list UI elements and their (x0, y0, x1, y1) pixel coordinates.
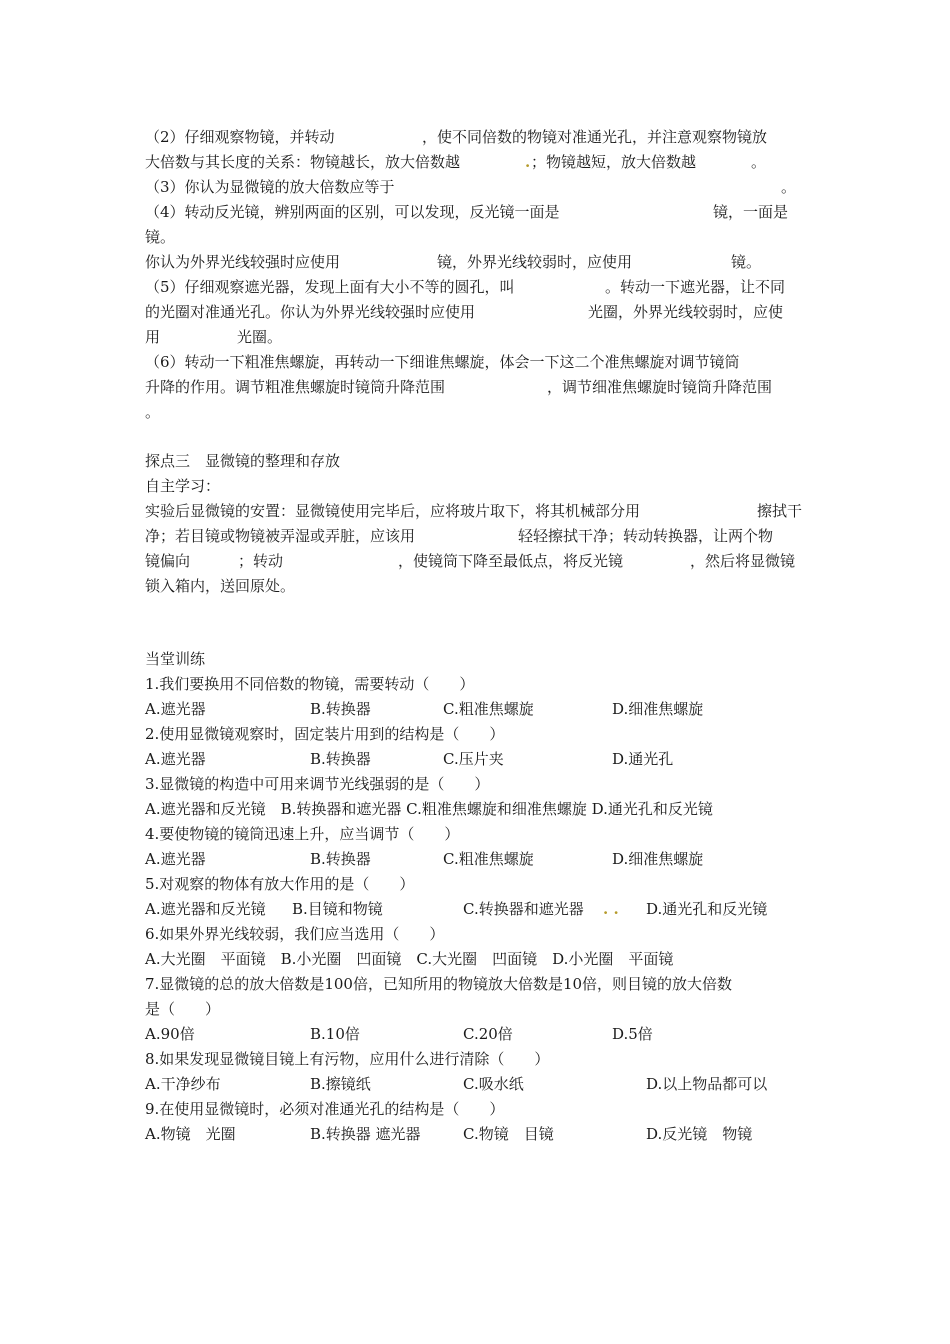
section3-l3-text-d: ，然后将显微镜 (690, 552, 796, 570)
question-7-text-a: 7.显微镜的总的放大倍数是100倍，已知所用的物镜放大倍数是10倍，则目镜的放大倍数 (145, 975, 733, 993)
section3-l3-text-a: 镜偏向 (145, 552, 191, 570)
speck-mark: . . (603, 900, 619, 918)
s5-l3-text-b: 光圈。 (237, 328, 283, 346)
question-8-text: 8.如果发现显微镜目镜上有污物，应用什么进行清除（ ） (145, 1050, 550, 1068)
option-b[interactable]: B.转换器 (310, 850, 371, 868)
s4-l1-text-a: （4）转动反光镜，辨别两面的区别，可以发现，反光镜一面是 (145, 203, 560, 221)
section3-l1-text-b: 擦拭干 (757, 502, 803, 520)
option-d[interactable]: D.细准焦螺旋 (612, 850, 704, 868)
s2-l2-text-a: 大倍数与其长度的关系：物镜越长，放大倍数越 (145, 153, 461, 171)
s5-l3-text-a: 用 (145, 328, 161, 346)
option-b[interactable]: B.10倍 (310, 1025, 360, 1043)
option-c[interactable]: C.20倍 (463, 1025, 513, 1043)
s6-l2-text-a: 升降的作用。调节粗准焦螺旋时镜筒升降范围 (145, 378, 446, 396)
s5-l2-text-b: 光圈，外界光线较弱时，应使 (588, 303, 784, 321)
s2-l2-text-c: 。 (751, 153, 767, 171)
option-c[interactable]: C.物镜 目镜 (463, 1125, 554, 1143)
section3-l2-text-b: 轻轻擦拭干净；转动转换器，让两个物 (518, 527, 774, 545)
option-a[interactable]: A.遮光器和反光镜 (145, 900, 266, 918)
option-b[interactable]: B.转换器 遮光器 (310, 1125, 421, 1143)
question-7-text-b: 是（ ） (145, 1000, 221, 1018)
s6-l2-text-b: ，调节细准焦螺旋时镜筒升降范围 (547, 378, 773, 396)
option-a[interactable]: A.遮光器 (145, 750, 206, 768)
option-d[interactable]: D.通光孔和反光镜 (646, 900, 768, 918)
section3-l2-text-a: 净；若目镜或物镜被弄湿或弄脏，应该用 (145, 527, 416, 545)
s4-l2-text: 镜。 (145, 228, 176, 246)
option-c[interactable]: C.粗准焦螺旋 (443, 700, 534, 718)
option-c[interactable]: C.压片夹 (443, 750, 504, 768)
s5-l1-text-b: 。转动一下遮光器，让不同 (605, 278, 786, 296)
option-b[interactable]: B.目镜和物镜 (292, 900, 383, 918)
question-3-options-text[interactable]: A.遮光器和反光镜 B.转换器和遮光器 C.粗准焦螺旋和细准焦螺旋 D.通光孔和反光镜 (145, 800, 713, 818)
s4-l3-text-b: 镜，外界光线较弱时，应使用 (437, 253, 633, 271)
option-d[interactable]: D.通光孔 (612, 750, 674, 768)
speck-mark: . (525, 153, 531, 171)
section3-l3-text-c: ，使镜筒下降至最低点，将反光镜 (398, 552, 624, 570)
option-c[interactable]: C.粗准焦螺旋 (443, 850, 534, 868)
option-c[interactable]: C.吸水纸 (463, 1075, 524, 1093)
s4-l3-text-c: 镜。 (731, 253, 762, 271)
s5-l1-text-a: （5）仔细观察遮光器，发现上面有大小不等的圆孔，叫 (145, 278, 515, 296)
option-a[interactable]: A.遮光器 (145, 700, 206, 718)
s3-text-b: 。 (781, 178, 797, 196)
s3-text-a: （3）你认为显微镜的放大倍数应等于 (145, 178, 395, 196)
option-b[interactable]: B.擦镜纸 (310, 1075, 371, 1093)
s2-l2-text-b: ；物镜越短，放大倍数越 (531, 153, 697, 171)
question-9-text: 9.在使用显微镜时，必须对准通光孔的结构是（ ） (145, 1100, 505, 1118)
s5-l2-text-a: 的光圈对准通光孔。你认为外界光线较强时应使用 (145, 303, 476, 321)
option-d[interactable]: D.反光镜 物镜 (646, 1125, 753, 1143)
question-6-options-text[interactable]: A.大光圈 平面镜 B.小光圈 凹面镜 C.大光圈 凹面镜 D.小光圈 平面镜 (145, 950, 674, 968)
training-title-text: 当堂训练 (145, 650, 206, 668)
section3-l1-text-a: 实验后显微镜的安置：显微镜使用完毕后，应将玻片取下，将其机械部分用 (145, 502, 641, 520)
question-3-text: 3.显微镜的构造中可用来调节光线强弱的是（ ） (145, 775, 490, 793)
option-a[interactable]: A.干净纱布 (145, 1075, 221, 1093)
s4-l3-text-a: 你认为外界光线较强时应使用 (145, 253, 341, 271)
s2-l1-text-a: （2）仔细观察物镜，并转动 (145, 128, 335, 146)
s2-l1-text-b: ，使不同倍数的物镜对准通光孔，并注意观察物镜放 (422, 128, 768, 146)
option-a[interactable]: A.遮光器 (145, 850, 206, 868)
option-c[interactable]: C.转换器和遮光器 (463, 900, 584, 918)
option-d[interactable]: D.以上物品都可以 (646, 1075, 768, 1093)
option-b[interactable]: B.转换器 (310, 750, 371, 768)
question-5-text: 5.对观察的物体有放大作用的是（ ） (145, 875, 415, 893)
option-b[interactable]: B.转换器 (310, 700, 371, 718)
question-4-text: 4.要使物镜的镜筒迅速上升，应当调节（ ） (145, 825, 460, 843)
s6-l1-text: （6）转动一下粗准焦螺旋，再转动一下细谁焦螺旋，体会一下这二个准焦螺旋对调节镜筒 (145, 353, 740, 371)
section3-l3-text-b: ；转动 (238, 552, 284, 570)
s6-l3-text: 。 (145, 403, 161, 421)
option-d[interactable]: D.5倍 (612, 1025, 653, 1043)
option-a[interactable]: A.物镜 光圈 (145, 1125, 236, 1143)
section3-l4-text: 锁入箱内，送回原处。 (145, 577, 296, 595)
option-a[interactable]: A.90倍 (145, 1025, 195, 1043)
question-6-text: 6.如果外界光线较弱，我们应当选用（ ） (145, 925, 445, 943)
section3-subtitle-text: 自主学习： (145, 477, 221, 495)
option-d[interactable]: D.细准焦螺旋 (612, 700, 704, 718)
section3-title-text: 探点三 显微镜的整理和存放 (145, 452, 341, 470)
s4-l1-text-b: 镜，一面是 (713, 203, 789, 221)
question-2-text: 2.使用显微镜观察时，固定装片用到的结构是（ ） (145, 725, 505, 743)
question-1-text: 1.我们要换用不同倍数的物镜，需要转动（ ） (145, 675, 475, 693)
